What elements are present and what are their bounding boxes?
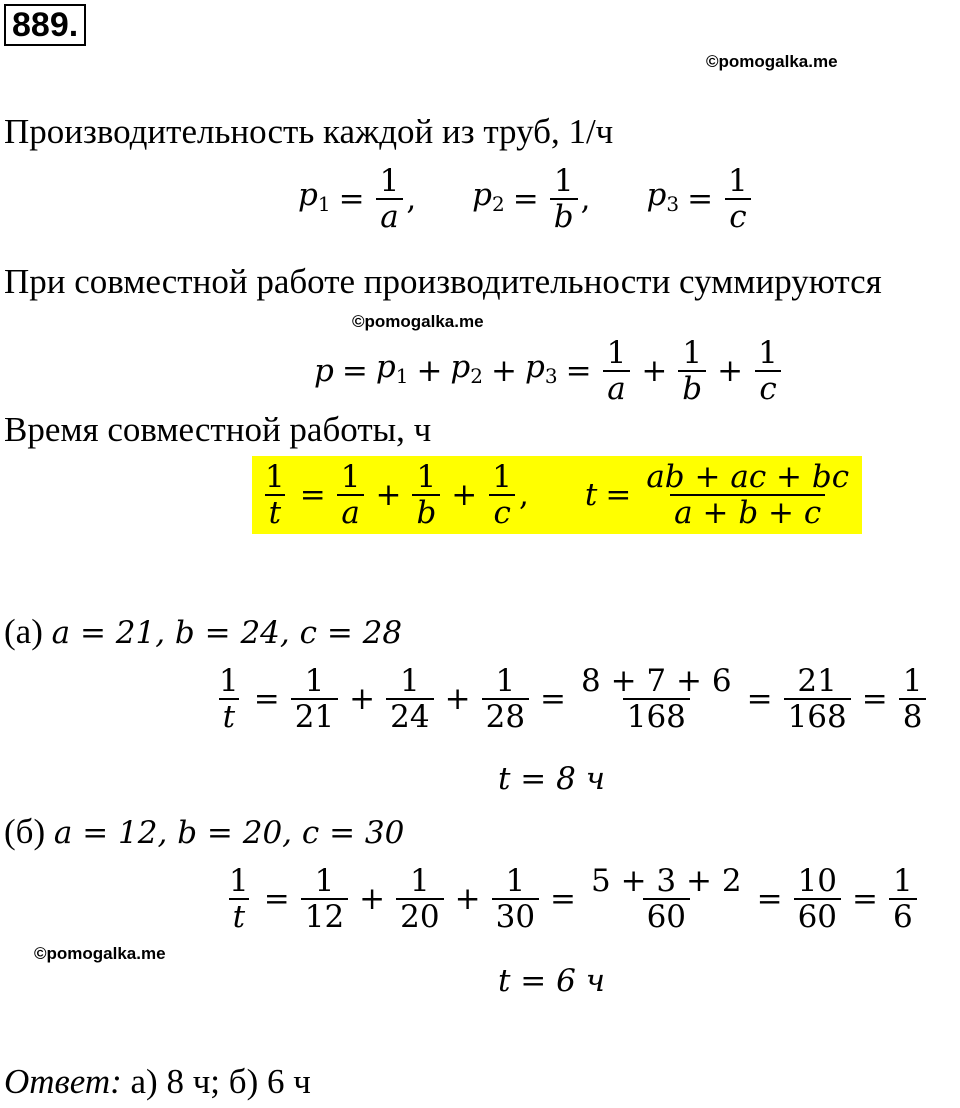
plus-sign: + — [454, 881, 481, 917]
fraction-1-over-c: $\frac{1}{c}$ — [488, 460, 516, 530]
equals-sign: = — [756, 881, 783, 917]
fraction-t-formula: $\frac{ab + ac + bc}{a + b + c}$ — [646, 459, 850, 531]
part-b-label: (б) — [4, 812, 46, 851]
frac: $\frac{10}{60}$ — [794, 864, 841, 934]
p-symbol: p — [314, 353, 334, 389]
plus-sign: + — [491, 353, 517, 389]
p3-symbol: $p_3$ — [646, 176, 680, 216]
fraction-1-over-b: $\frac{1}{b}$ — [412, 460, 440, 530]
sum-formula — [314, 336, 785, 406]
rates-formula — [298, 164, 755, 234]
part-a-calculation — [212, 664, 929, 734]
frac: $\frac{1}{28}$ — [482, 664, 529, 734]
comma: , — [406, 181, 417, 217]
comma: , — [519, 477, 529, 513]
frac: $\frac{1}{8}$ — [899, 664, 927, 734]
fraction-1-over-a: $\frac{1}{a}$ — [376, 164, 404, 234]
frac: $\frac{1}{21}$ — [291, 664, 338, 734]
part-a-result: t = 8 ч — [498, 761, 606, 797]
equals-sign: = — [746, 681, 773, 717]
plus-sign: + — [444, 681, 471, 717]
plus-sign: + — [641, 353, 668, 389]
frac: $\frac{1}{12}$ — [301, 864, 348, 934]
fraction-1-over-b: $\frac{1}{b}$ — [678, 336, 706, 406]
p1-symbol: $p_1$ — [298, 176, 331, 216]
part-b-values: a = 12, b = 20, c = 30 — [53, 815, 405, 851]
highlighted-formula — [252, 456, 862, 534]
frac: $\frac{21}{168}$ — [784, 664, 851, 734]
equals-sign: = — [299, 477, 326, 513]
plus-sign: + — [451, 477, 478, 513]
frac: $\frac{8 + 7 + 6}{168}$ — [581, 663, 732, 735]
part-b-calculation — [222, 864, 920, 934]
productivity-text: Производительность каждой из труб, 1/ч — [4, 112, 614, 151]
p1-symbol: $p_1$ — [375, 348, 409, 388]
equals-sign: = — [852, 881, 878, 917]
watermark: ©pomogalka.me — [706, 52, 838, 71]
fraction-1-over-b: $\frac{1}{b}$ — [550, 164, 578, 234]
fraction-1-over-t: $\frac{1}{t}$ — [265, 459, 285, 531]
answer-line — [4, 1062, 311, 1102]
equals-sign: = — [341, 353, 368, 389]
answer-text: а) 8 ч; б) 6 ч — [130, 1062, 311, 1101]
equals-sign: = — [512, 181, 539, 217]
frac: $\frac{1}{30}$ — [492, 864, 539, 934]
equals-sign: = — [263, 881, 290, 917]
fraction-1-over-a: $\frac{1}{a}$ — [337, 460, 365, 530]
part-b-result: t = 6 ч — [498, 963, 606, 999]
comma: , — [580, 181, 591, 217]
plus-sign: + — [349, 681, 376, 717]
equals-sign: = — [540, 681, 567, 717]
time-text: Время совместной работы, ч — [4, 410, 432, 449]
equals-sign: = — [338, 181, 365, 217]
equals-sign: = — [565, 353, 592, 389]
fraction-1-over-a: $\frac{1}{a}$ — [603, 336, 631, 406]
fraction-1-over-c: $\frac{1}{c}$ — [754, 336, 782, 406]
p3-symbol: $p_3$ — [525, 348, 558, 388]
frac: $\frac{1}{20}$ — [396, 864, 443, 934]
plus-sign: + — [717, 353, 744, 389]
answer-label: Ответ: — [4, 1062, 122, 1101]
fraction-1-over-c: $\frac{1}{c}$ — [724, 164, 752, 234]
t-symbol: t — [584, 477, 598, 513]
frac: $\frac{5 + 3 + 2}{60}$ — [591, 863, 742, 935]
sum-text: При совместной работе производительности суммируются — [4, 262, 882, 301]
part-a-condition — [4, 612, 402, 652]
watermark: ©pomogalka.me — [34, 944, 166, 963]
equals-sign: = — [687, 181, 714, 217]
equals-sign: = — [861, 681, 888, 717]
problem-number: 889. — [4, 4, 86, 46]
equals-sign: = — [605, 477, 632, 513]
plus-sign: + — [375, 477, 402, 513]
frac: $\frac{1}{24}$ — [386, 664, 433, 734]
frac: $\frac{1}{6}$ — [889, 864, 917, 934]
part-b-condition — [4, 812, 404, 852]
frac: $\frac{1}{t}$ — [229, 863, 249, 935]
p2-symbol: $p_2$ — [450, 348, 484, 388]
part-a-label: (а) — [4, 612, 43, 651]
part-a-values: a = 21, b = 24, c = 28 — [51, 615, 403, 651]
plus-sign: + — [416, 353, 443, 389]
watermark: ©pomogalka.me — [352, 312, 484, 331]
equals-sign: = — [550, 881, 577, 917]
frac: $\frac{1}{t}$ — [219, 663, 239, 735]
p2-symbol: $p_2$ — [472, 176, 505, 216]
plus-sign: + — [359, 881, 386, 917]
equals-sign: = — [253, 681, 280, 717]
